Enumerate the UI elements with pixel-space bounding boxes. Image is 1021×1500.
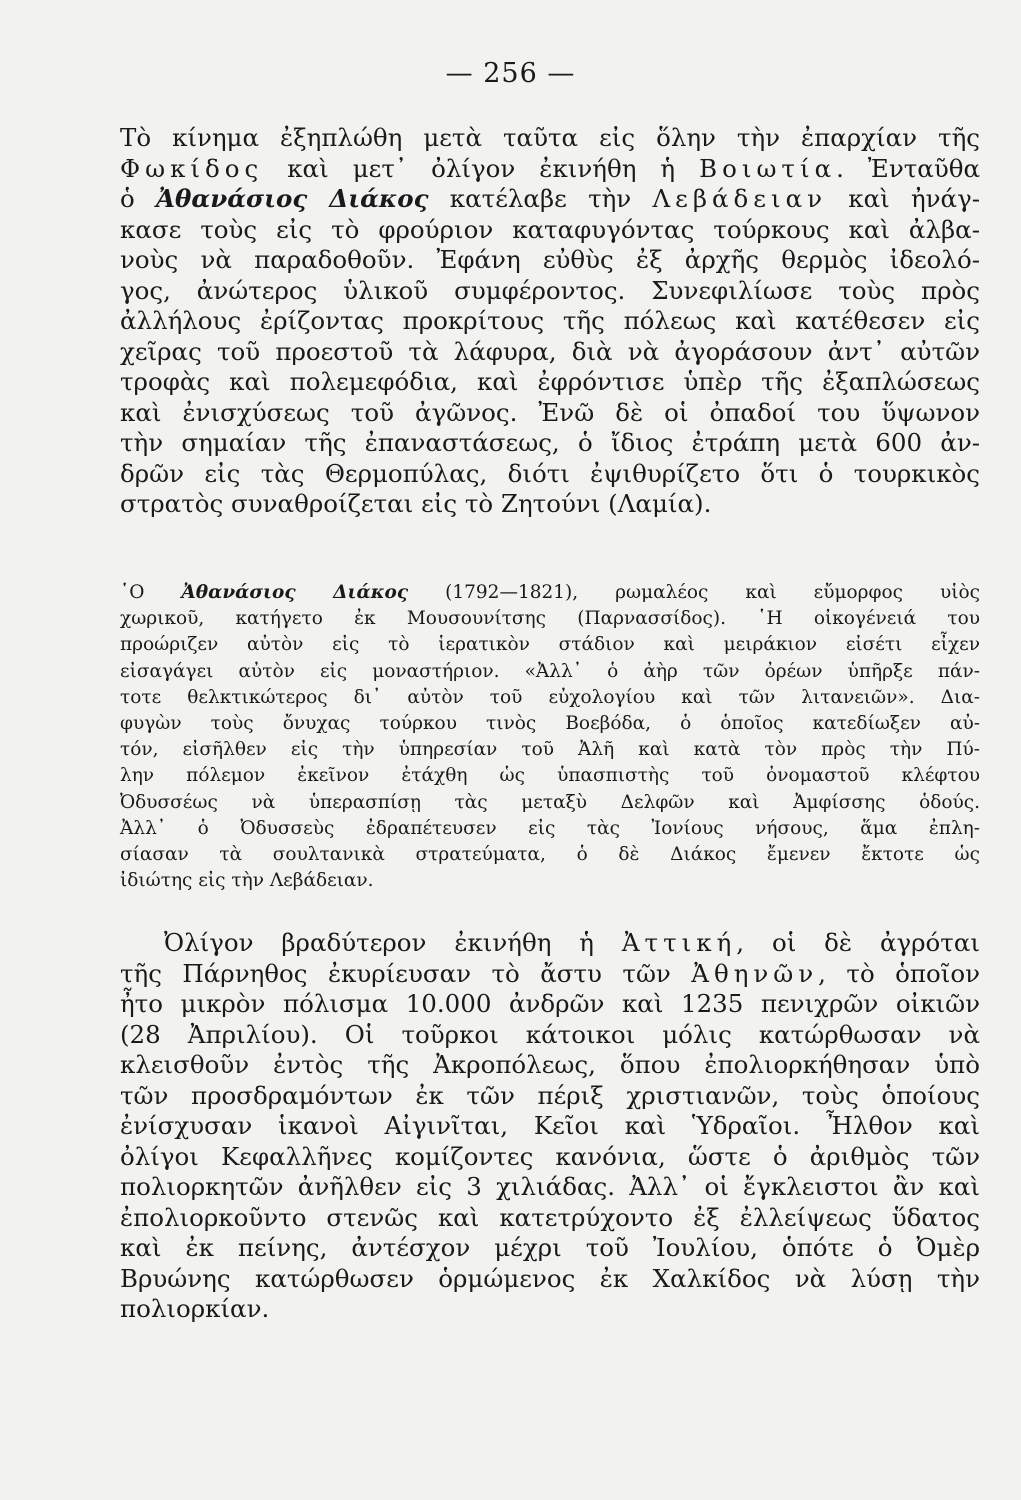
text-fragment: (1792—1821), ρωμαλέος καὶ εὔμορφος υἱὸς bbox=[408, 582, 980, 603]
spaced-text: Φωκίδος bbox=[120, 153, 264, 183]
spaced-text: Λεβάδειαν bbox=[652, 184, 828, 213]
footnote bbox=[120, 580, 980, 894]
text-line: ὀλίγοι Κεφαλλῆνες κομίζοντες κανόνια, ὥστε ὁ ἀριθμὸς τῶν bbox=[120, 1141, 980, 1171]
text-fragment: τῆς Πάρνηθος ἐκυρίευσαν τὸ ἄστυ τῶν bbox=[120, 958, 692, 988]
text-line: τὴν σημαίαν τῆς ἐπαναστάσεως, ὁ ἴδιος ἐτράπη μετὰ 600 ἀν- bbox=[120, 428, 980, 457]
footnote-line: ἰδιώτης εἰς τὴν Λεβάδειαν. bbox=[120, 870, 374, 892]
text-fragment: καὶ μετ᾿ ὀλίγον ἐκινήθη ἡ bbox=[263, 153, 700, 183]
text-fragment: κατέλαβε τὴν bbox=[428, 184, 653, 213]
text-line bbox=[120, 959, 980, 990]
text-fragment: ὁ bbox=[120, 184, 156, 213]
text-line: καὶ ἐνισχύσεως τοῦ ἀγῶνος. Ἐνῶ δὲ οἱ ὀπαδοί του ὕψωνον bbox=[120, 397, 980, 427]
text-line bbox=[120, 154, 980, 185]
text-line: ἦτο μικρὸν πόλισμα 10.000 ἀνδρῶν καὶ 1235 πενιχρῶν οἰκιῶν bbox=[120, 989, 980, 1018]
footnote-line: χωρικοῦ, κατήγετο ἐκ Μουσουνίτσης (Παρνασσίδος). ῾Η οἰκογένειά του bbox=[120, 608, 980, 630]
text-line: τῶν προσδραμόντων ἐκ τῶν πέριξ χριστιανῶν, τοὺς ὁποίους bbox=[120, 1080, 980, 1110]
spaced-text: Ἀττική bbox=[621, 928, 737, 957]
text-line: πολιορκητῶν ἀνῆλθεν εἰς 3 χιλιάδας. Ἀλλ᾿ οἱ ἔγκλειστοι ἂν καὶ bbox=[120, 1172, 980, 1201]
paragraph-2 bbox=[120, 928, 980, 1325]
emphasized-name: Ἀθανάσιος Διάκος bbox=[156, 184, 429, 213]
text-line: (28 Ἀπριλίου). Οἱ τοῦρκοι κάτοικοι μόλις κατώρθωσαν νὰ bbox=[120, 1019, 980, 1049]
text-fragment: . Ἐνταῦθα bbox=[836, 153, 981, 183]
text-line: κλεισθοῦν ἐντὸς τῆς Ἀκροπόλεως, ὅπου ἐπολιορκήθησαν ὑπὸ bbox=[120, 1050, 980, 1079]
page-number: — 256 — bbox=[445, 58, 576, 89]
text-fragment: , τὸ ὁποῖον bbox=[818, 958, 980, 988]
text-line: δρῶν εἰς τὰς Θερμοπύλας, διότι ἐψιθυρίζετο ὅτι ὁ τουρκικὸς bbox=[120, 458, 980, 488]
text-line: γος, ἀνώτερος ὑλικοῦ συμφέροντος. Συνεφιλίωσε τοὺς πρὸς bbox=[120, 275, 980, 305]
text-line: ἐπολιορκοῦντο στενῶς καὶ κατετρύχοντο ἐξ ἐλλείψεως ὕδατος bbox=[120, 1202, 980, 1232]
text-line: Τὸ κίνημα ἐξηπλώθη μετὰ ταῦτα εἰς ὅλην τὴν ἐπαρχίαν τῆς bbox=[120, 123, 980, 152]
footnote-line: εἰσαγάγει αὐτὸν εἰς μοναστήριον. «Ἀλλ᾿ ὁ ἀὴρ τῶν ὀρέων ὑπῆρξε πάν- bbox=[120, 660, 980, 682]
text-line: στρατὸς συναθροίζεται εἰς τὸ Ζητούνι (Λαμία). bbox=[120, 489, 712, 518]
text-line: τροφὰς καὶ πολεμεφόδια, καὶ ἐφρόντισε ὑπὲρ τῆς ἐξαπλώσεως bbox=[120, 367, 980, 396]
text-line: ἀλλήλους ἐρίζοντας προκρίτους τῆς πόλεως καὶ κατέθεσεν εἰς bbox=[120, 306, 980, 335]
text-line bbox=[120, 184, 980, 215]
text-line bbox=[120, 928, 980, 959]
footnote-line: Ὀδυσσέως νὰ ὑπερασπίσῃ τὰς μεταξὺ Δελφῶν καὶ Ἀμφίσσης ὁδούς. bbox=[120, 791, 980, 813]
footnote-line: σίασαν τὰ σουλτανικὰ στρατεύματα, ὁ δὲ Διάκος ἔμενεν ἔκτοτε ὡς bbox=[120, 843, 980, 865]
text-line: χεῖρας τοῦ προεστοῦ τὰ λάφυρα, διὰ νὰ ἀγοράσουν ἀντ᾿ αὐτῶν bbox=[120, 336, 980, 366]
footnote-line: τόν, εἰσῆλθεν εἰς τὴν ὑπηρεσίαν τοῦ Ἀλῆ καὶ κατὰ τὸν πρὸς τὴν Πύ- bbox=[120, 739, 980, 761]
paragraph-1 bbox=[120, 123, 980, 520]
text-line: ἐνίσχυσαν ἱκανοὶ Αἰγινῖται, Κεῖοι καὶ Ὑδραῖοι. Ἦλθον καὶ bbox=[120, 1111, 980, 1140]
text-line: Βρυώνης κατώρθωσεν ὁρμώμενος ἐκ Χαλκίδος νὰ λύσῃ τὴν bbox=[120, 1263, 980, 1293]
footnote-line bbox=[120, 580, 980, 606]
spaced-text: Βοιωτία bbox=[699, 153, 837, 183]
spaced-text: Ἀθηνῶν bbox=[691, 958, 819, 988]
text-line: καὶ ἐκ πείνης, ἀντέσχον μέχρι τοῦ Ἰουλίου, ὁπότε ὁ Ὀμὲρ bbox=[120, 1233, 980, 1262]
text-line: νοὺς νὰ παραδοθοῦν. Ἐφάνη εὐθὺς ἐξ ἀρχῆς θερμὸς ἰδεολό- bbox=[120, 245, 980, 274]
footnote-line: τοτε θελκτικώτερος δι᾿ αὐτὸν τοῦ εὐχολογίου καὶ τῶν λιτανειῶν». Δια- bbox=[120, 686, 980, 708]
footnote-line: προώριζεν αὐτὸν εἰς τὸ ἱερατικὸν στάδιον καὶ μειράκιον εἰσέτι εἶχεν bbox=[120, 634, 980, 656]
text-fragment: καὶ ἠνάγ- bbox=[827, 184, 981, 213]
text-fragment: Ὀλίγον βραδύτερον ἐκινήθη ἡ bbox=[164, 928, 622, 957]
text-line: κασε τοὺς εἰς τὸ φρούριον καταφυγόντας τούρκους καὶ ἀλβα- bbox=[120, 214, 980, 244]
text-fragment: ῾Ο bbox=[120, 582, 182, 603]
footnote-line: λην πόλεμον ἐκεῖνον ἐτάχθη ὡς ὑπασπιστὴς τοῦ ὀνομαστοῦ κλέφτου bbox=[120, 765, 980, 787]
emphasized-name: Ἀθανάσιος Διάκος bbox=[181, 582, 409, 603]
footnote-line: φυγὼν τοὺς ὄνυχας τούρκου τινὸς Βοεβόδα, ὁ ὁποῖος κατεδίωξεν αὐ- bbox=[120, 712, 980, 734]
footnote-line: Ἀλλ᾿ ὁ Ὀδυσσεὺς ἐδραπέτευσεν εἰς τὰς Ἰονίους νήσους, ἅμα ἐπλη- bbox=[120, 817, 980, 839]
text-fragment: , οἱ δὲ ἀγρόται bbox=[736, 928, 981, 957]
text-line: πολιορκίαν. bbox=[120, 1294, 270, 1323]
